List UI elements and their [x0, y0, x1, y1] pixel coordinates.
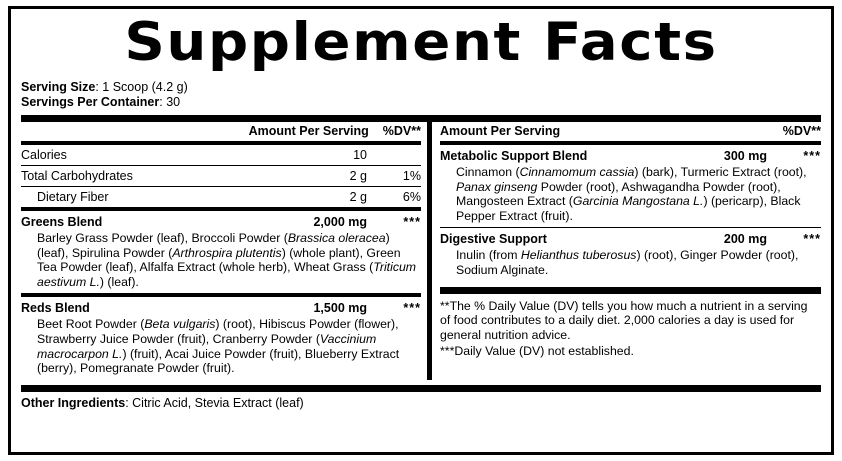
serving-information	[21, 80, 821, 110]
nutrient-dv: 1%	[402, 169, 421, 183]
dv-header-right: %DV**	[782, 124, 821, 138]
footnote-dv-not-established: ***Daily Value (DV) not established.	[440, 344, 634, 359]
other-ingredients-label: Other Ingredients	[21, 395, 126, 410]
footnote-daily-value: **The % Daily Value (DV) tells you how much a nutrient in a serving of food contributes to a daily diet. 2,000 calories a day is used for general nutrition advice.	[440, 298, 808, 342]
nutrient-row-dietary-fiber	[21, 187, 421, 207]
nutrient-amount: 10	[353, 148, 367, 162]
servings-per-container-value: : 30	[159, 95, 181, 109]
nutrient-row-total-carbohydrates	[21, 166, 421, 186]
blend-dv: ***	[803, 232, 821, 247]
other-ingredients-row	[21, 392, 821, 411]
blend-header-metabolic-support	[440, 145, 821, 165]
page-title: Supplement Facts	[124, 12, 718, 73]
right-column	[432, 122, 821, 380]
nutrient-name: Calories	[21, 148, 67, 162]
serving-size-value: : 1 Scoop (4.2 g)	[95, 80, 188, 94]
left-column-header	[21, 122, 421, 141]
blend-name: Greens Blend	[21, 215, 103, 229]
blend-name: Reds Blend	[21, 301, 90, 316]
blend-amount: 200 mg	[723, 232, 767, 247]
servings-per-container-label: Servings Per Container	[21, 95, 160, 109]
blend-header-reds	[21, 297, 421, 317]
serving-size-label: Serving Size	[21, 80, 96, 94]
divider-thick-top	[21, 115, 821, 122]
servings-per-container-row	[21, 95, 821, 110]
nutrient-amount: 2 g	[349, 169, 367, 183]
nutrient-name: Dietary Fiber	[37, 190, 109, 204]
right-column-header	[440, 122, 821, 141]
nutrient-name: Total Carbohydrates	[21, 169, 133, 183]
divider-thick-bottom	[21, 385, 821, 392]
blend-dv: ***	[403, 215, 421, 229]
blend-dv: ***	[403, 301, 421, 316]
blend-ingredients-digestive-support: Inulin (from Helianthus tuberosus) (root), Ginger Powder (root), Sodium Alginate.	[456, 248, 799, 277]
blend-ingredients-metabolic-support: Cinnamon (Cinnamomum cassia) (bark), Turmeric Extract (root), Panax ginseng Powder (root), Ashwagandha Powder (root), Mangosteen Extract (Garcinia Mangostana L.) (pericarp), Black Pepper Extract (fruit).	[456, 165, 807, 223]
left-column	[21, 122, 427, 380]
blend-ingredients-reds: Beet Root Powder (Beta vulgaris) (root), Hibiscus Powder (flower), Strawberry Juice Powder (fruit), Cranberry Powder (Vaccinium macrocarpon L.) (fruit), Acai Juice Powder (fruit), Blueberry Extract (berry), Pomegranate Powder (fruit).	[37, 317, 400, 376]
blend-header-digestive-support	[440, 228, 821, 248]
nutrient-amount: 2 g	[349, 190, 367, 204]
facts-columns	[21, 122, 821, 380]
nutrient-dv: 6%	[402, 190, 421, 204]
blend-amount: 300 mg	[723, 149, 767, 163]
other-ingredients-value: : Citric Acid, Stevia Extract (leaf)	[125, 395, 304, 410]
blend-header-greens	[21, 211, 421, 231]
blend-amount: 2,000 mg	[313, 215, 367, 229]
blend-amount: 1,500 mg	[313, 301, 367, 316]
blend-name: Digestive Support	[440, 232, 547, 247]
amount-per-serving-header-left: Amount Per Serving	[248, 124, 369, 138]
divider-right-footnotes	[440, 287, 821, 294]
dv-header-left: %DV**	[382, 124, 421, 138]
serving-size-row	[21, 80, 821, 95]
amount-per-serving-header-right: Amount Per Serving	[440, 124, 561, 138]
blend-ingredients-greens: Barley Grass Powder (leaf), Broccoli Powder (Brassica oleracea) (leaf), Spirulina Powder (Arthrospira plutentis) (whole plant), Green Tea Powder (leaf), Alfalfa Extract (whole herb), Wheat Grass (Triticum aestivum L.) (leaf).	[37, 231, 417, 289]
supplement-facts-frame	[8, 6, 834, 455]
nutrient-row-calories	[21, 145, 421, 165]
blend-dv: ***	[803, 149, 821, 163]
blend-name: Metabolic Support Blend	[440, 149, 588, 163]
